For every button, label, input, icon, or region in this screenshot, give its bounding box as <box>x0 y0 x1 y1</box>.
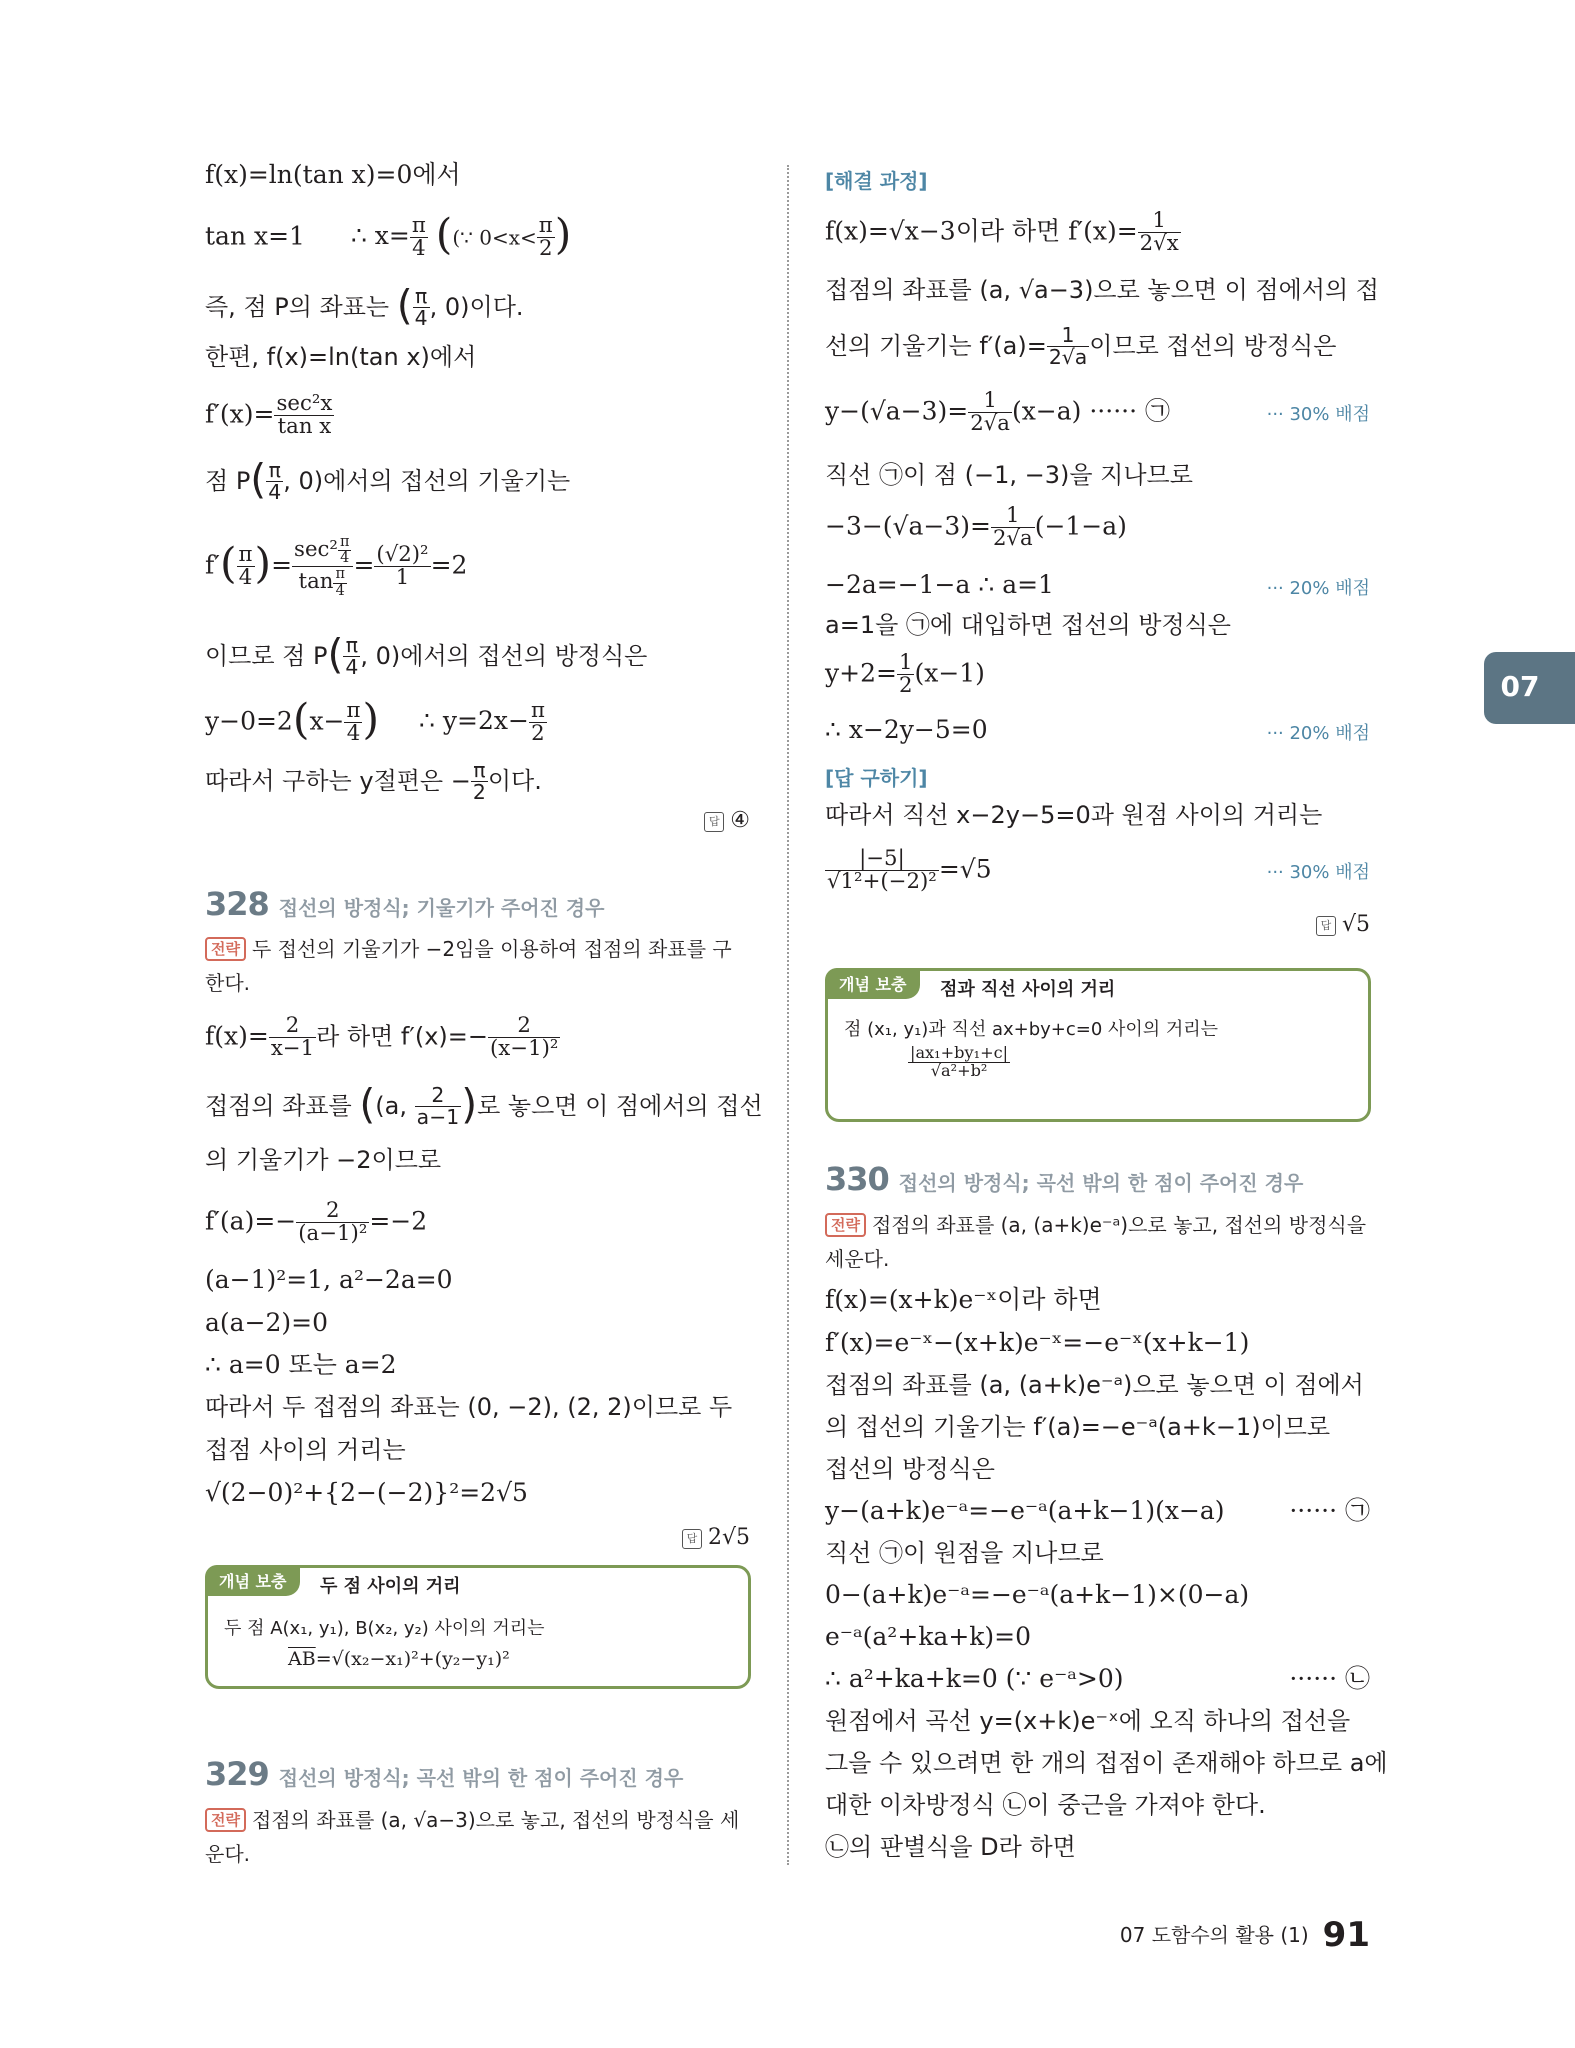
fraction-1-2sqrta <box>1047 325 1089 369</box>
fraction-1-2sqrtx <box>1138 210 1181 256</box>
text: 한편, f(x)=ln(tan x)에서 <box>205 343 477 371</box>
problem-330-header <box>825 1160 1303 1198</box>
concept-title: 두 점 사이의 거리 <box>320 1576 461 1597</box>
text: 이므로 점 P <box>205 641 328 670</box>
concept-box-distance-points <box>205 1565 751 1689</box>
num: (√2)² <box>376 542 429 568</box>
fraction-pi-4 <box>266 460 283 504</box>
den: (a−1)² <box>298 1221 368 1247</box>
line-330-1 <box>825 1285 1102 1315</box>
line-r11 <box>825 800 1322 830</box>
line-330-9 <box>825 1622 1031 1652</box>
text: f′(a)=− <box>205 1206 297 1236</box>
strategy-tag: 전략 <box>205 1808 246 1832</box>
text: (x−a) ······ ㉠ <box>1011 396 1170 426</box>
text: =−2 <box>369 1206 428 1236</box>
answer-329 <box>1316 912 1370 937</box>
line-330-4 <box>825 1412 1330 1442</box>
answer-icon: 답 <box>704 812 724 832</box>
strategy-text: 접점의 좌표를 (a, √a−3)으로 놓고, 접선의 방정식을 세운다. <box>205 1808 740 1866</box>
paren: ( <box>219 539 237 589</box>
text: ㉡의 판별식을 D라 하면 <box>825 1833 1076 1861</box>
num: π <box>471 760 488 782</box>
paren: ) <box>461 1079 478 1128</box>
text: = <box>271 550 293 580</box>
line-328-10 <box>205 1478 528 1508</box>
answer-327 <box>704 808 750 833</box>
num: 2 <box>296 1200 369 1223</box>
strategy-tag: 전략 <box>825 1213 866 1237</box>
problem-number: 329 <box>205 1755 269 1793</box>
answer-value: ④ <box>730 808 750 833</box>
num: π <box>238 542 253 568</box>
text: 원점에서 곡선 y=(x+k)e⁻ˣ에 오직 하나의 접선을 <box>825 1707 1351 1735</box>
den: 2√a <box>1048 345 1088 370</box>
text: 따라서 두 접점의 좌표는 (0, −2), (2, 2)이므로 두 <box>205 1393 733 1421</box>
num: 1 <box>968 390 1012 413</box>
text: (−1−a) <box>1034 511 1127 541</box>
den: 2 <box>539 236 553 262</box>
line-tangent-eq-intro <box>205 629 648 680</box>
line-r4 <box>825 390 1170 436</box>
text: y−(√a−3)= <box>825 396 969 426</box>
den: x−1 <box>270 1036 315 1062</box>
paren: ( <box>435 210 453 260</box>
text: 접점의 좌표를 (a, √a−3)으로 놓으면 이 점에서의 접 <box>825 276 1379 304</box>
text: ∴ x−2y−5=0 <box>825 715 988 744</box>
concept-label: 개념 보충 <box>205 1565 300 1596</box>
den: 2 <box>531 721 545 747</box>
text: 즉, 점 P의 좌표는 <box>205 292 397 321</box>
line-330-2 <box>825 1328 1249 1358</box>
fraction-pi-4 <box>413 286 430 330</box>
concept-label: 개념 보충 <box>825 968 920 999</box>
line-f-def <box>205 160 461 190</box>
text: y−0=2 <box>205 706 293 736</box>
line-point-p <box>205 280 524 331</box>
paren: ( <box>396 280 413 329</box>
column-divider <box>787 165 789 1865</box>
fraction-1-2sqrta <box>968 390 1012 436</box>
num: sec²x <box>276 391 333 416</box>
fraction-pi-4 <box>338 535 352 566</box>
line-r8 <box>825 610 1231 640</box>
fraction-sqrt2 <box>374 544 430 590</box>
text: f(x)=√x−3이라 하면 f′(x)= <box>825 216 1138 246</box>
text: ∴ x= <box>350 221 410 251</box>
text: y−(a+k)e⁻ᵃ=−e⁻ᵃ(a+k−1)(x−a) <box>825 1496 1225 1525</box>
line-328-fprime-a <box>205 1200 427 1246</box>
line-328-9 <box>205 1435 406 1465</box>
line-330-11 <box>825 1706 1350 1736</box>
num: π <box>411 213 426 238</box>
strategy-329 <box>205 1803 750 1871</box>
line-328-5 <box>205 1265 453 1295</box>
text: f(x)= <box>205 1021 269 1051</box>
text: y+2= <box>825 658 897 688</box>
den: 4 <box>414 306 428 331</box>
answer-icon: 답 <box>1316 916 1336 936</box>
score-20b: ··· 20% 배점 <box>1266 723 1370 744</box>
text: ∴ a=0 또는 a=2 <box>205 1350 397 1379</box>
text: −2a=−1−a ∴ a=1 <box>825 570 1054 599</box>
text: 접점의 좌표를 <box>205 1091 360 1120</box>
text: , 0) <box>283 466 324 495</box>
text: (a−1)²=1, a²−2a=0 <box>205 1265 453 1294</box>
text: sec² <box>294 537 338 563</box>
problem-title: 접선의 방정식; 기울기가 주어진 경우 <box>278 896 605 920</box>
num: 2 <box>488 1015 560 1038</box>
text: $\overline{AB}$ <box>288 1648 316 1670</box>
text: f′(x)= <box>205 399 275 429</box>
answer-value: √5 <box>1341 912 1370 937</box>
concept-formula <box>288 1648 510 1670</box>
num: 2 <box>415 1085 462 1107</box>
text: 에서의 접선의 방정식은 <box>400 641 648 670</box>
line-328-7 <box>205 1350 397 1380</box>
text: =2 <box>430 550 468 580</box>
text: 에서의 접선의 기울기는 <box>323 466 571 495</box>
score-30b: ··· 30% 배점 <box>1266 862 1370 883</box>
line-r1 <box>825 210 1181 256</box>
den <box>292 567 353 598</box>
footer-chapter: 07 도함수의 활용 (1) <box>1119 1923 1309 1947</box>
text: 점 P <box>205 466 251 495</box>
line-330-13 <box>825 1790 1266 1820</box>
text: tan x=1 <box>205 221 305 251</box>
line-fprime-pi4 <box>205 535 467 599</box>
text: ∴ y=2x− <box>419 706 529 736</box>
marker-1: ······ ㉠ <box>1289 1496 1370 1525</box>
text: 0−(a+k)e⁻ᵃ=−e⁻ᵃ(a+k−1)×(0−a) <box>825 1580 1250 1609</box>
num: |ax₁+by₁+c| <box>910 1043 1009 1062</box>
concept-line: 두 점 A(x₁, y₁), B(x₂, y₂) 사이의 거리는 <box>224 1618 545 1639</box>
score-20a: ··· 20% 배점 <box>1266 578 1370 599</box>
marker-2: ······ ㉡ <box>1289 1664 1370 1693</box>
text: 따라서 구하는 y절편은 − <box>205 766 471 795</box>
problem-title: 접선의 방정식; 곡선 밖의 한 점이 주어진 경우 <box>898 1171 1304 1195</box>
text: 접점의 좌표를 (a, (a+k)e⁻ᵃ)으로 놓으면 이 점에서 <box>825 1371 1364 1399</box>
num <box>292 535 353 567</box>
fraction-sec-tan <box>274 393 334 439</box>
line-r7 <box>825 570 1054 600</box>
text: 이므로 접선의 방정식은 <box>1089 331 1337 360</box>
text: =√5 <box>938 854 992 884</box>
text: 접선의 방정식은 <box>825 1455 995 1483</box>
num: 2 <box>269 1015 316 1038</box>
line-328-6 <box>205 1308 328 1338</box>
line-330-14 <box>825 1832 1076 1862</box>
fraction-pi-2 <box>471 760 488 804</box>
den: 4 <box>346 721 361 747</box>
num: 1 <box>991 505 1035 528</box>
text: a=1을 ㉠에 대입하면 접선의 방정식은 <box>825 611 1231 639</box>
fraction-pi-2 <box>529 700 547 746</box>
num: π <box>346 698 361 723</box>
text: 의 기울기가 −2이므로 <box>205 1146 442 1174</box>
num: 1 <box>1047 325 1089 347</box>
text: ∴ a²+ka+k=0 (∵ e⁻ᵃ>0) <box>825 1664 1124 1693</box>
section-heading-answer: [답 구하기] <box>825 766 928 790</box>
concept-box-point-line-distance <box>825 968 1371 1122</box>
den: 4 <box>335 582 345 599</box>
num: π <box>530 698 545 723</box>
text: −3−(√a−3)= <box>825 511 991 541</box>
line-330-12 <box>825 1748 1388 1778</box>
problem-number: 330 <box>825 1160 889 1198</box>
text: 이다. <box>487 766 542 795</box>
fraction-pi-4 <box>344 700 362 746</box>
den: √1²+(−2)² <box>827 869 937 895</box>
text: e⁻ᵃ(a²+ka+k)=0 <box>825 1622 1032 1651</box>
den: 4 <box>238 565 253 591</box>
den: 1 <box>395 565 410 591</box>
line-y-intercept <box>205 760 542 804</box>
text: 이다. <box>469 292 524 321</box>
line-slope-at-p <box>205 454 571 505</box>
chapter-tab <box>1484 652 1575 724</box>
chapter-tab-label: 07 <box>1500 670 1540 703</box>
text: 따라서 직선 x−2y−5=0과 원점 사이의 거리는 <box>825 801 1323 829</box>
paren: ) <box>554 210 572 260</box>
den: 4 <box>268 480 282 505</box>
text: tan <box>298 569 334 595</box>
line-r12 <box>825 848 992 894</box>
strategy-330 <box>825 1208 1370 1276</box>
text: 접점 사이의 거리는 <box>205 1436 406 1464</box>
answer-value: 2√5 <box>707 1525 750 1550</box>
section-heading-solution: [해결 과정] <box>825 169 928 193</box>
fraction-2-x1sq <box>488 1015 560 1061</box>
den: 2√x <box>1139 231 1179 257</box>
line-r9 <box>825 652 985 698</box>
line-328-point <box>205 1079 763 1130</box>
den: (x−1)² <box>489 1036 559 1062</box>
score-30: ··· 30% 배점 <box>1266 404 1370 425</box>
text: = <box>353 550 375 580</box>
den: 4 <box>412 236 426 262</box>
line-r2 <box>825 275 1379 305</box>
answer-icon: 답 <box>682 1529 702 1549</box>
line-330-3 <box>825 1370 1364 1400</box>
line-fprime <box>205 393 334 439</box>
num: |−5| <box>825 848 939 871</box>
text: 그을 수 있으려면 한 개의 접점이 존재해야 하므로 a에 <box>825 1749 1388 1777</box>
fraction-2-a1 <box>415 1085 462 1129</box>
text: 대한 이차방정식 ㉡이 중근을 가져야 한다. <box>825 1791 1266 1819</box>
answer-328 <box>682 1525 750 1550</box>
num: π <box>266 460 283 482</box>
line-330-5 <box>825 1454 995 1484</box>
text: 선의 기울기는 f′(a)= <box>825 331 1047 360</box>
fraction-pi-2 <box>537 215 555 261</box>
fraction-1-2sqrta <box>991 505 1035 551</box>
fraction-point-line <box>908 1045 1010 1080</box>
text: f′ <box>205 550 220 580</box>
strategy-text: 접점의 좌표를 (a, (a+k)e⁻ᵃ)으로 놓고, 접선의 방정식을 세운다. <box>825 1213 1367 1271</box>
line-328-8 <box>205 1392 732 1422</box>
num: π <box>339 534 350 550</box>
concept-formula <box>908 1045 1010 1080</box>
den: 2√a <box>970 411 1010 437</box>
num: π <box>413 286 430 308</box>
text: (∵ 0<x< <box>452 225 537 250</box>
fraction-1-2 <box>897 652 915 698</box>
den: √a²+b² <box>930 1060 988 1080</box>
page-number: 91 <box>1322 1915 1370 1955</box>
text: , 0) <box>429 292 470 321</box>
num: π <box>335 566 345 583</box>
paren: ( <box>359 1079 376 1128</box>
text: 직선 ㉠이 점 (−1, −3)을 지나므로 <box>825 461 1193 489</box>
text: 직선 ㉠이 원점을 지나므로 <box>825 1539 1104 1567</box>
den: 2 <box>898 673 913 699</box>
problem-329-header <box>205 1755 683 1793</box>
line-meanwhile <box>205 342 476 372</box>
line-328-f <box>205 1015 560 1061</box>
text: f(x)=ln(tan x)=0에서 <box>205 160 461 189</box>
strategy-text: 두 접선의 기울기가 −2임을 이용하여 접점의 좌표를 구한다. <box>205 937 732 995</box>
fraction-pi-4 <box>343 635 360 679</box>
fraction-pi-4 <box>410 215 428 261</box>
den: tan x <box>277 414 332 440</box>
strategy-tag: 전략 <box>205 937 246 961</box>
line-330-7 <box>825 1538 1104 1568</box>
num: 1 <box>898 650 913 675</box>
text: f(x)=(x+k)e⁻ˣ이라 하면 <box>825 1285 1102 1314</box>
line-330-10 <box>825 1664 1124 1694</box>
text: , 0) <box>360 641 401 670</box>
num: π <box>538 213 553 238</box>
paren: ( <box>250 454 267 503</box>
problem-328-header <box>205 885 604 923</box>
problem-title: 접선의 방정식; 곡선 밖의 한 점이 주어진 경우 <box>278 1766 684 1790</box>
line-330-6 <box>825 1496 1225 1526</box>
num: 1 <box>1138 210 1181 233</box>
den: 4 <box>345 655 359 680</box>
den: 4 <box>340 550 350 567</box>
text: 로 놓으면 이 점에서의 접선 <box>477 1091 763 1120</box>
text: x− <box>309 706 345 736</box>
page-footer <box>1120 1915 1370 1955</box>
fraction-pi-4 <box>333 567 347 598</box>
line-328-slope <box>205 1145 441 1175</box>
fraction-pi-4 <box>237 544 255 590</box>
concept-line: 점 (x₁, y₁)과 직선 ax+by+c=0 사이의 거리는 <box>844 1019 1219 1040</box>
line-r5 <box>825 460 1193 490</box>
den: 2√a <box>992 526 1033 552</box>
text: f′(x)=e⁻ˣ−(x+k)e⁻ˣ=−e⁻ˣ(x+k−1) <box>825 1328 1250 1357</box>
paren: ( <box>292 695 310 745</box>
problem-number: 328 <box>205 885 269 923</box>
fraction-2-x1 <box>269 1015 316 1061</box>
den: a−1 <box>416 1105 460 1130</box>
line-r10 <box>825 715 988 745</box>
text: 라 하면 f′(x)=− <box>316 1022 488 1051</box>
text: (a, <box>375 1091 415 1120</box>
line-r3 <box>825 325 1336 369</box>
num: π <box>343 635 360 657</box>
line-tangent-eq <box>205 695 547 747</box>
text: a(a−2)=0 <box>205 1308 329 1337</box>
concept-title: 점과 직선 사이의 거리 <box>940 979 1116 1000</box>
strategy-328 <box>205 932 750 1000</box>
line-tan-eq <box>205 210 572 262</box>
text: (x−1) <box>914 658 985 688</box>
den: 2 <box>472 780 486 805</box>
line-r6 <box>825 505 1127 551</box>
line-330-8 <box>825 1580 1249 1610</box>
text: √(2−0)²+{2−(−2)}²=2√5 <box>205 1478 528 1507</box>
fraction-sec-tan-pi <box>292 535 353 599</box>
fraction-2-a1sq <box>296 1200 369 1246</box>
text: =√(x₂−x₁)²+(y₂−y₁)² <box>315 1648 510 1670</box>
paren: ) <box>362 695 380 745</box>
paren: ) <box>254 539 272 589</box>
fraction-distance <box>825 848 939 894</box>
text: 의 접선의 기울기는 f′(a)=−e⁻ᵃ(a+k−1)이므로 <box>825 1413 1331 1441</box>
paren: ( <box>327 629 344 678</box>
